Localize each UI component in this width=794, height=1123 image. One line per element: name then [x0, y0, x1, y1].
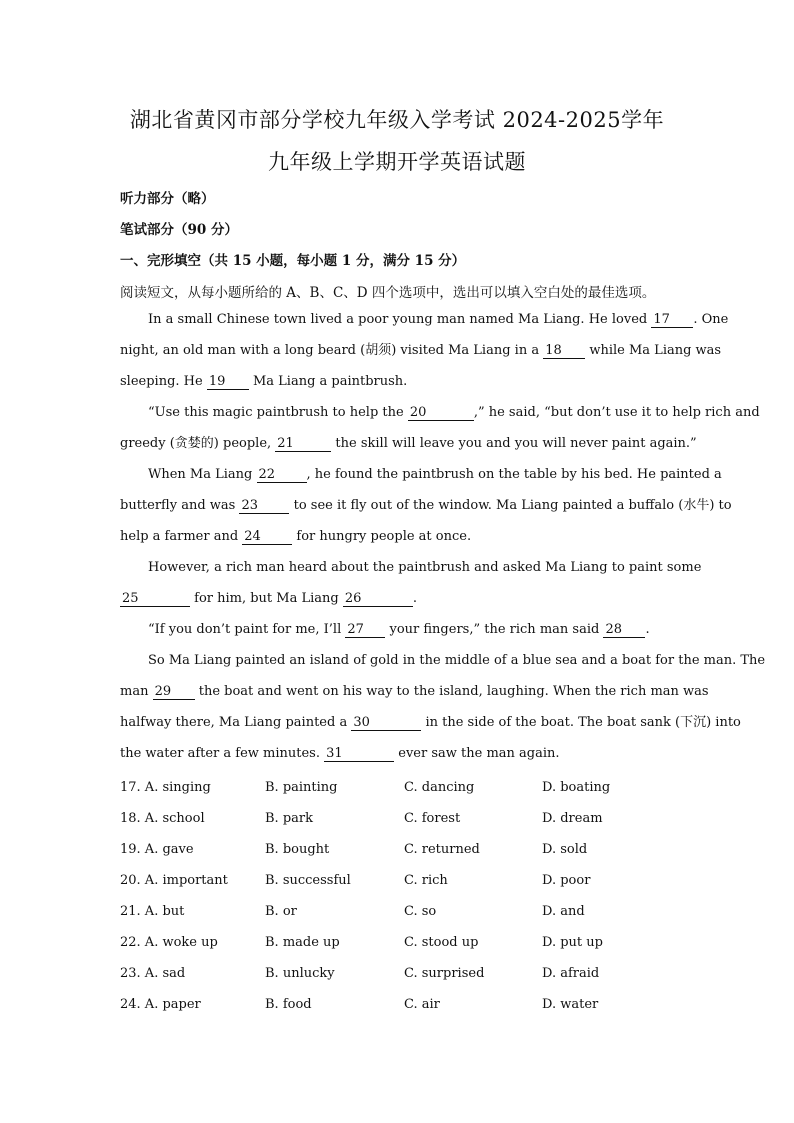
- passage-text: .: [645, 622, 650, 637]
- passage-text: for him, but Ma Liang: [190, 591, 343, 606]
- option-b: B. or: [265, 904, 297, 919]
- exam-title-line1: 湖北省黄冈市部分学校九年级入学考试 2024-2025学年: [129, 108, 665, 132]
- passage-line: [120, 433, 697, 464]
- option-d: D. water: [542, 997, 599, 1012]
- option-row-24: [120, 997, 680, 1028]
- blank-29: 29: [153, 685, 195, 700]
- option-a: 20. A. important: [120, 873, 228, 888]
- option-row-19: [120, 842, 680, 873]
- passage-text: “Use this magic paintbrush to help the: [148, 405, 408, 420]
- passage-text: When Ma Liang: [148, 467, 257, 482]
- passage-line: [120, 588, 675, 619]
- passage-line: [120, 650, 766, 681]
- option-c: C. air: [404, 997, 440, 1012]
- passage-line: [120, 402, 760, 433]
- passage-text: greedy (贪婪的) people,: [120, 436, 276, 451]
- blank-19: 19: [207, 375, 249, 390]
- blank-25: 25: [120, 592, 190, 607]
- passage-text: .: [412, 591, 417, 606]
- option-a: 21. A. but: [120, 904, 185, 919]
- passage-line: [120, 557, 702, 588]
- passage-text: night, an old man with a long beard (胡须) visited Ma Liang in a: [120, 343, 544, 358]
- option-b: B. made up: [265, 935, 340, 950]
- passage-text: while Ma Liang was: [585, 343, 722, 358]
- option-a: 19. A. gave: [120, 842, 194, 857]
- blank-18: 18: [543, 344, 585, 359]
- cloze-heading: 一、完形填空（共 15 小题，每小题 1 分，满分 15 分）: [120, 253, 466, 269]
- option-b: B. unlucky: [265, 966, 335, 981]
- passage-text: for hungry people at once.: [292, 529, 472, 544]
- passage-text: sleeping. He: [120, 374, 207, 389]
- written-section-label: 笔试部分（90 分）: [120, 222, 238, 238]
- option-d: D. and: [542, 904, 585, 919]
- option-row-17: [120, 780, 680, 811]
- blank-17: 17: [651, 313, 693, 328]
- blank-27: 27: [345, 623, 385, 638]
- blank-23: 23: [239, 499, 289, 514]
- passage-text: In a small Chinese town lived a poor young man named Ma Liang. He loved: [148, 312, 652, 327]
- passage-line: [120, 619, 675, 650]
- passage-text: the water after a few minutes.: [120, 746, 325, 761]
- option-d: D. poor: [542, 873, 591, 888]
- passage-text: your fingers,” the rich man said: [385, 622, 604, 637]
- option-c: C. rich: [404, 873, 448, 888]
- passage-text: However, a rich man heard about the paintbrush and asked Ma Liang to paint some: [148, 560, 702, 575]
- passage-text: “If you don’t paint for me, I’ll: [148, 622, 346, 637]
- option-c: C. so: [404, 904, 437, 919]
- passage-line: [120, 681, 709, 712]
- option-b: B. successful: [265, 873, 351, 888]
- passage-text: ,” he said, “but don’t use it to help rich and: [473, 405, 760, 420]
- option-a: 22. A. woke up: [120, 935, 218, 950]
- option-d: D. dream: [542, 811, 603, 826]
- passage-line: [120, 743, 675, 774]
- option-row-20: [120, 873, 680, 904]
- option-d: D. sold: [542, 842, 588, 857]
- listening-section-label: 听力部分（略）: [120, 191, 215, 207]
- option-c: C. stood up: [404, 935, 479, 950]
- blank-24: 24: [242, 530, 292, 545]
- option-a: 18. A. school: [120, 811, 205, 826]
- passage-text: So Ma Liang painted an island of gold in the middle of a blue sea and a boat for the man. The: [148, 653, 766, 668]
- exam-title-line2: 九年级上学期开学英语试题: [268, 150, 526, 174]
- option-b: B. painting: [265, 780, 338, 795]
- option-row-18: [120, 811, 680, 842]
- option-row-21: [120, 904, 680, 935]
- passage-text: help a farmer and: [120, 529, 243, 544]
- passage-line: [120, 464, 722, 495]
- passage-line: [120, 340, 722, 371]
- passage-text: , he found the paintbrush on the table by his bed. He painted a: [306, 467, 722, 482]
- passage-line: [120, 309, 729, 340]
- passage-line: [120, 371, 675, 402]
- passage-line: [120, 495, 732, 526]
- cloze-instruction: 阅读短文，从每小题所给的 A、B、C、D 四个选项中，选出可以填入空白处的最佳选项。: [120, 285, 656, 301]
- option-d: D. afraid: [542, 966, 600, 981]
- passage-text: the boat and went on his way to the island, laughing. When the rich man was: [194, 684, 709, 699]
- option-c: C. surprised: [404, 966, 485, 981]
- passage-line: [120, 526, 675, 557]
- passage-text: Ma Liang a paintbrush.: [248, 374, 408, 389]
- option-a: 24. A. paper: [120, 997, 201, 1012]
- option-row-22: [120, 935, 680, 966]
- cloze-passage: [120, 309, 766, 774]
- passage-text: in the side of the boat. The boat sank (下沉) into: [421, 715, 741, 730]
- option-c: C. dancing: [404, 780, 475, 795]
- blank-21: 21: [275, 437, 331, 452]
- passage-text: to see it fly out of the window. Ma Liang painted a buffalo (水牛) to: [289, 498, 732, 513]
- passage-text: man: [120, 684, 153, 699]
- blank-22: 22: [257, 468, 307, 483]
- blank-30: 30: [351, 716, 421, 731]
- option-a: 17. A. singing: [120, 780, 211, 795]
- blank-28: 28: [603, 623, 645, 638]
- blank-20: 20: [408, 406, 474, 421]
- option-a: 23. A. sad: [120, 966, 186, 981]
- blank-26: 26: [343, 592, 413, 607]
- option-b: B. bought: [265, 842, 330, 857]
- option-c: C. forest: [404, 811, 461, 826]
- option-row-23: [120, 966, 680, 997]
- option-d: D. put up: [542, 935, 603, 950]
- option-c: C. returned: [404, 842, 480, 857]
- passage-text: ever saw the man again.: [394, 746, 560, 761]
- option-b: B. park: [265, 811, 313, 826]
- passage-text: butterfly and was: [120, 498, 240, 513]
- answer-options: [120, 780, 680, 1028]
- passage-line: [120, 712, 741, 743]
- blank-31: 31: [324, 747, 394, 762]
- option-d: D. boating: [542, 780, 611, 795]
- passage-text: . One: [693, 312, 729, 327]
- option-b: B. food: [265, 997, 312, 1012]
- passage-text: halfway there, Ma Liang painted a: [120, 715, 352, 730]
- passage-text: the skill will leave you and you will never paint again.”: [331, 436, 697, 451]
